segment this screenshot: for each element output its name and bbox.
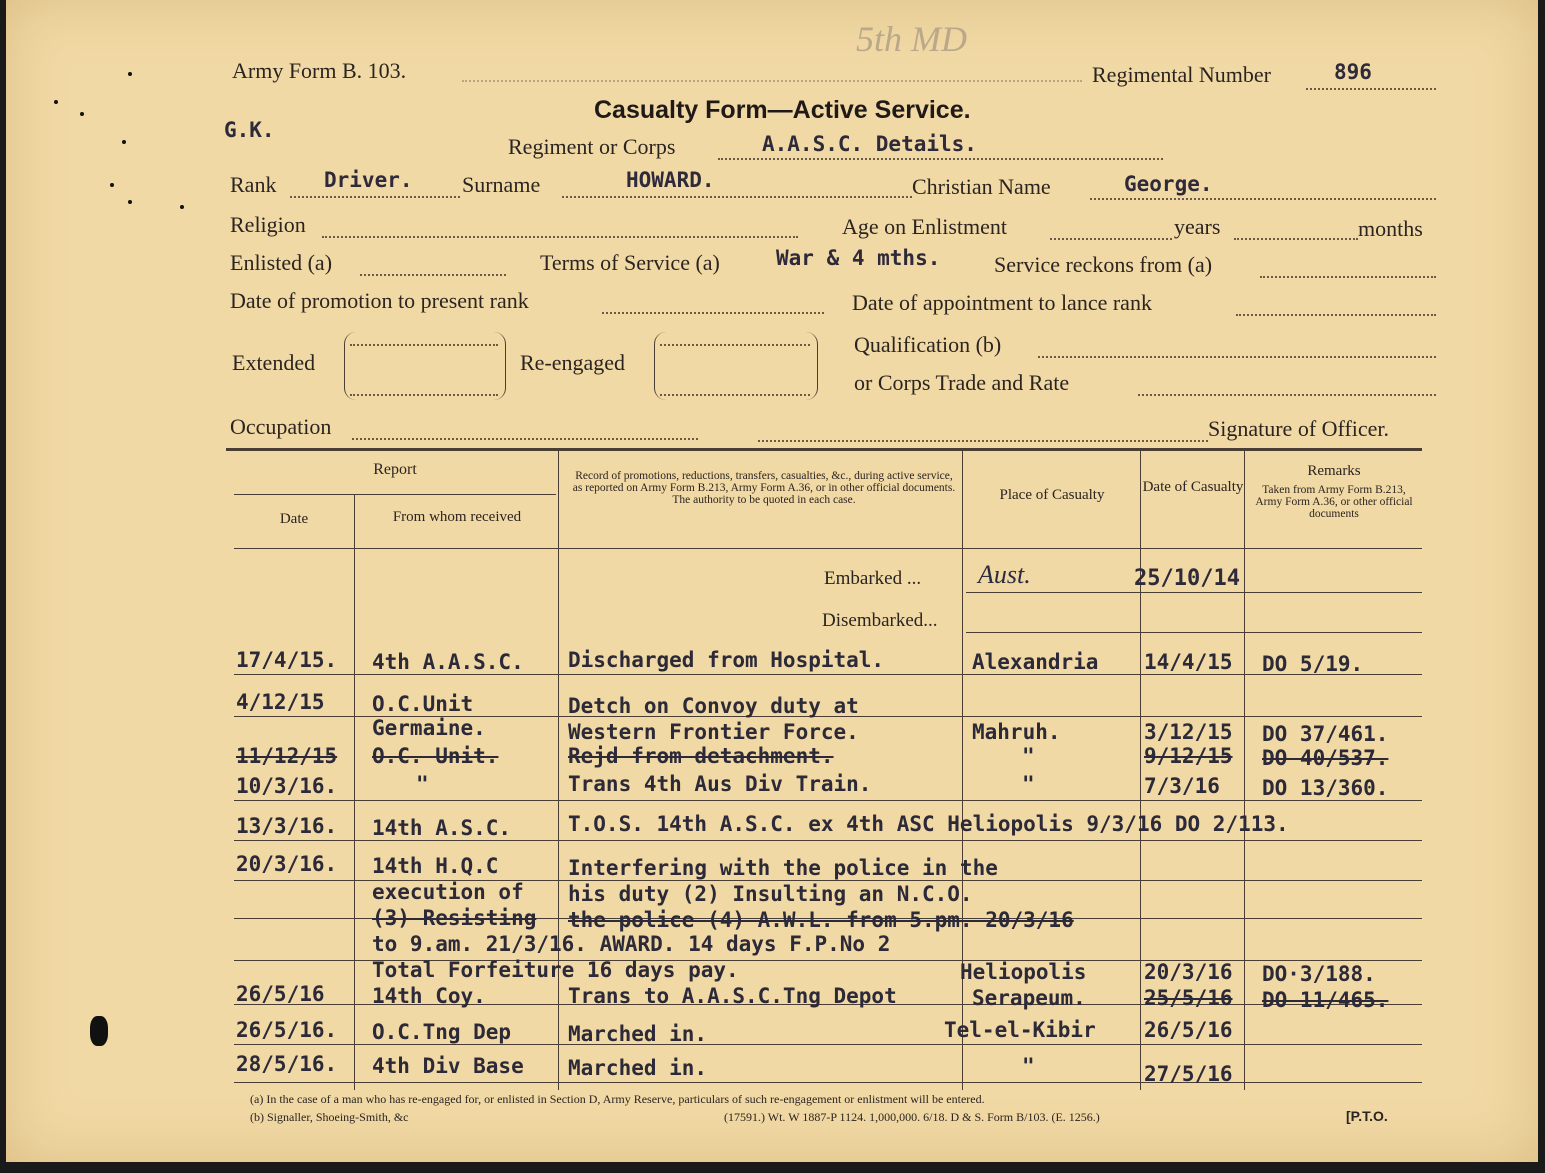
- corner-pencil-note: 5th MD: [856, 19, 967, 59]
- row-from: 14th A.S.C.: [372, 816, 512, 840]
- occupation-label: Occupation: [230, 414, 332, 439]
- row-from: O.C.Tng Dep: [372, 1020, 512, 1044]
- row-from: Germaine.: [372, 716, 486, 740]
- row-casualty-date: 14/4/15: [1144, 650, 1233, 674]
- christian-name-value: George.: [1124, 172, 1213, 196]
- row-record: Discharged from Hospital.: [568, 648, 885, 672]
- row-date: 28/5/16.: [236, 1052, 338, 1076]
- embarked-date: 25/10/14: [1134, 566, 1240, 591]
- row-date: 26/5/16: [236, 982, 325, 1006]
- surname-value: HOWARD.: [626, 168, 715, 192]
- row-record: T.O.S. 14th A.S.C. ex 4th ASC Heliopolis 9/3/16 DO 2/113.: [568, 812, 1289, 836]
- from-header: From whom received: [392, 509, 522, 525]
- religion-label: Religion: [230, 212, 306, 237]
- row-place: ": [1022, 772, 1035, 796]
- footnote-a: (a) In the case of a man who has re-engaged for, or enlisted in Section D, Army Reserve, particulars of such re-engagement or enlistment will be entered.: [250, 1092, 985, 1106]
- paper-speck: [180, 205, 184, 209]
- row-date: 11/12/15: [236, 744, 338, 768]
- terms-value: War & 4 mths.: [776, 246, 941, 270]
- surname-label: Surname: [462, 172, 541, 197]
- row-from: (3) Resisting: [372, 906, 537, 930]
- row-date: 13/3/16.: [236, 814, 338, 838]
- qualification-label: Qualification (b): [854, 332, 1002, 357]
- row-remarks: DO 40/537.: [1262, 746, 1389, 770]
- row-remarks: DO 5/19.: [1262, 652, 1364, 676]
- extended-line-2: [350, 394, 498, 396]
- row-record: Interfering with the police in the: [568, 856, 998, 880]
- form-id: Army Form B. 103.: [232, 58, 407, 83]
- christian-name-label: Christian Name: [912, 174, 1051, 199]
- row-date: 20/3/16.: [236, 852, 338, 876]
- row-casualty-date: 26/5/16: [1144, 1018, 1233, 1042]
- print-info: (17591.) Wt. W 1887-P 1124. 1,000,000. 6/18. D & S. Form B/103. (E. 1256.): [724, 1110, 1100, 1124]
- row-date: 17/4/15.: [236, 648, 338, 672]
- appointment-line: [1236, 314, 1436, 316]
- paper-speck: [128, 200, 132, 204]
- date-cas-header: Date of Casualty: [1142, 479, 1244, 495]
- ink-blot: [90, 1016, 108, 1046]
- appointment-label: Date of appointment to lance rank: [852, 290, 1152, 315]
- row-from: execution of: [372, 880, 524, 904]
- surname-line: [562, 196, 912, 198]
- casualty-form-document: [6, 0, 1538, 1162]
- paper-speck: [54, 100, 58, 104]
- reengaged-label: Re-engaged: [520, 350, 626, 375]
- signature-line: [758, 440, 1208, 442]
- extended-label: Extended: [232, 350, 316, 375]
- row-casualty-date: 9/12/15: [1144, 744, 1233, 768]
- row-from: Total Forfeiture 16 days pay.: [372, 958, 739, 982]
- christian-name-line: [1090, 198, 1436, 200]
- footnote-b: (b) Signaller, Shoeing-Smith, &c: [250, 1110, 409, 1124]
- row-place: Alexandria: [972, 650, 1099, 674]
- row-rule: [234, 1044, 1422, 1045]
- promotion-label: Date of promotion to present rank: [230, 288, 529, 313]
- col-divider-date-cas: [1244, 450, 1245, 1090]
- col-divider-record: [962, 450, 963, 1090]
- row-record: Trans 4th Aus Div Train.: [568, 772, 872, 796]
- promotion-line: [602, 312, 824, 314]
- date-header: Date: [279, 511, 309, 527]
- row-remarks: DO 11/465.: [1262, 988, 1389, 1012]
- row-record: Detch on Convoy duty at: [568, 694, 859, 718]
- extended-line-1: [350, 344, 498, 346]
- disembarked-rule: [966, 632, 1422, 633]
- row-place: Mahruh.: [972, 720, 1061, 744]
- row-from: to 9.am. 21/3/16. AWARD. 14 days F.P.No 2: [372, 932, 891, 956]
- row-remarks: DO 13/360.: [1262, 776, 1389, 800]
- row-from: 14th H.Q.C: [372, 854, 499, 878]
- age-months-line: [1234, 238, 1358, 240]
- regimental-number-value: 896: [1334, 60, 1372, 84]
- col-divider-from: [558, 450, 559, 1090]
- place-header: Place of Casualty: [999, 487, 1105, 503]
- regiment-label: Regiment or Corps: [508, 134, 676, 159]
- row-from: 14th Coy.: [372, 984, 486, 1008]
- row-from: O.C. Unit.: [372, 744, 499, 768]
- religion-line: [322, 236, 798, 238]
- enlisted-line: [360, 274, 506, 276]
- row-place: Serapeum.: [972, 986, 1086, 1010]
- disembarked-label: Disembarked...: [822, 610, 938, 631]
- row-record: his duty (2) Insulting an N.C.O.: [568, 882, 973, 906]
- regiment-value: A.A.S.C. Details.: [762, 132, 977, 156]
- embarked-place: Aust.: [978, 560, 1031, 589]
- reckons-label: Service reckons from (a): [994, 252, 1213, 277]
- row-record: the police (4) A.W.L. from 5.pm. 20/3/16: [568, 908, 1074, 932]
- reengaged-line-1: [660, 344, 810, 346]
- terms-label: Terms of Service (a): [540, 250, 720, 275]
- row-casualty-date: 27/5/16: [1144, 1062, 1233, 1086]
- row-date: 4/12/15: [236, 690, 325, 714]
- paper-speck: [80, 112, 84, 116]
- report-header: Report: [373, 461, 417, 478]
- row-place: Heliopolis: [960, 960, 1087, 984]
- rank-value: Driver.: [324, 168, 413, 192]
- paper-speck: [122, 140, 126, 144]
- row-from: ": [416, 772, 429, 796]
- regiment-line: [718, 158, 1163, 160]
- reengaged-line-2: [660, 394, 810, 396]
- years-label: years: [1174, 214, 1221, 239]
- row-rule: [234, 800, 1422, 801]
- row-record: Trans to A.A.S.C.Tng Depot: [568, 984, 897, 1008]
- row-from: O.C.Unit: [372, 692, 474, 716]
- row-from: 4th A.A.S.C.: [372, 650, 524, 674]
- reengaged-box: [654, 332, 818, 400]
- col-divider-date: [354, 494, 355, 1090]
- row-rule: [234, 1082, 1422, 1083]
- signature-label: Signature of Officer.: [1208, 416, 1390, 441]
- remarks-subheader: Taken from Army Form B.213, Army Form A.36, or other official documents: [1255, 484, 1413, 521]
- embarked-label: Embarked ...: [824, 568, 922, 589]
- table-top-rule: [226, 448, 1422, 451]
- row-place: Tel-el-Kibir: [944, 1018, 1096, 1042]
- regimental-number-label: Regimental Number: [1092, 62, 1272, 87]
- row-date: 10/3/16.: [236, 774, 338, 798]
- row-record: Rejd from detachment.: [568, 744, 834, 768]
- row-place: ": [1022, 744, 1035, 768]
- row-place: ": [1022, 1054, 1035, 1078]
- row-casualty-date: 3/12/15: [1144, 720, 1233, 744]
- qualification-line: [1038, 356, 1436, 358]
- row-record: Marched in.: [568, 1056, 708, 1080]
- months-label: months: [1358, 216, 1423, 241]
- reckons-line: [1260, 276, 1436, 278]
- row-rule: [234, 840, 1422, 841]
- form-title: Casualty Form—Active Service.: [594, 96, 971, 124]
- row-from: 4th Div Base: [372, 1054, 524, 1078]
- corps-trade-line: [1138, 394, 1436, 396]
- row-record: Western Frontier Force.: [568, 720, 859, 744]
- gk-marking: G.K.: [224, 118, 275, 142]
- col-divider-place: [1140, 450, 1141, 1090]
- row-casualty-date: 7/3/16: [1144, 774, 1220, 798]
- record-header: Record of promotions, reductions, transfers, casualties, &c., during active service, as reported on Army Form B.213, Army Form A.36, or in other official documents. The authority to be quoted in each case.: [572, 470, 956, 507]
- pto-mark: [P.T.O.: [1346, 1108, 1388, 1124]
- embarked-rule: [966, 592, 1422, 593]
- header-dotted-line: [462, 80, 1082, 82]
- enlisted-label: Enlisted (a): [230, 250, 333, 275]
- row-remarks: DO·3/188.: [1262, 962, 1376, 986]
- corps-trade-label: or Corps Trade and Rate: [854, 370, 1070, 395]
- age-years-line: [1050, 238, 1172, 240]
- row-date: 26/5/16.: [236, 1018, 338, 1042]
- row-casualty-date: 20/3/16: [1144, 960, 1233, 984]
- age-label: Age on Enlistment: [842, 214, 1007, 239]
- row-remarks: DO 37/461.: [1262, 722, 1389, 746]
- row-rule: [234, 674, 1422, 675]
- paper-speck: [128, 72, 132, 76]
- rank-line: [290, 196, 460, 198]
- row-record: Marched in.: [568, 1022, 708, 1046]
- row-casualty-date: 25/5/16: [1144, 986, 1233, 1010]
- rank-label: Rank: [230, 172, 277, 197]
- regimental-number-line: [1306, 88, 1436, 90]
- remarks-header: Remarks: [1307, 463, 1361, 479]
- report-subheader-rule: [234, 494, 556, 495]
- paper-speck: [110, 183, 114, 187]
- occupation-line: [352, 438, 698, 440]
- extended-box: [344, 332, 506, 400]
